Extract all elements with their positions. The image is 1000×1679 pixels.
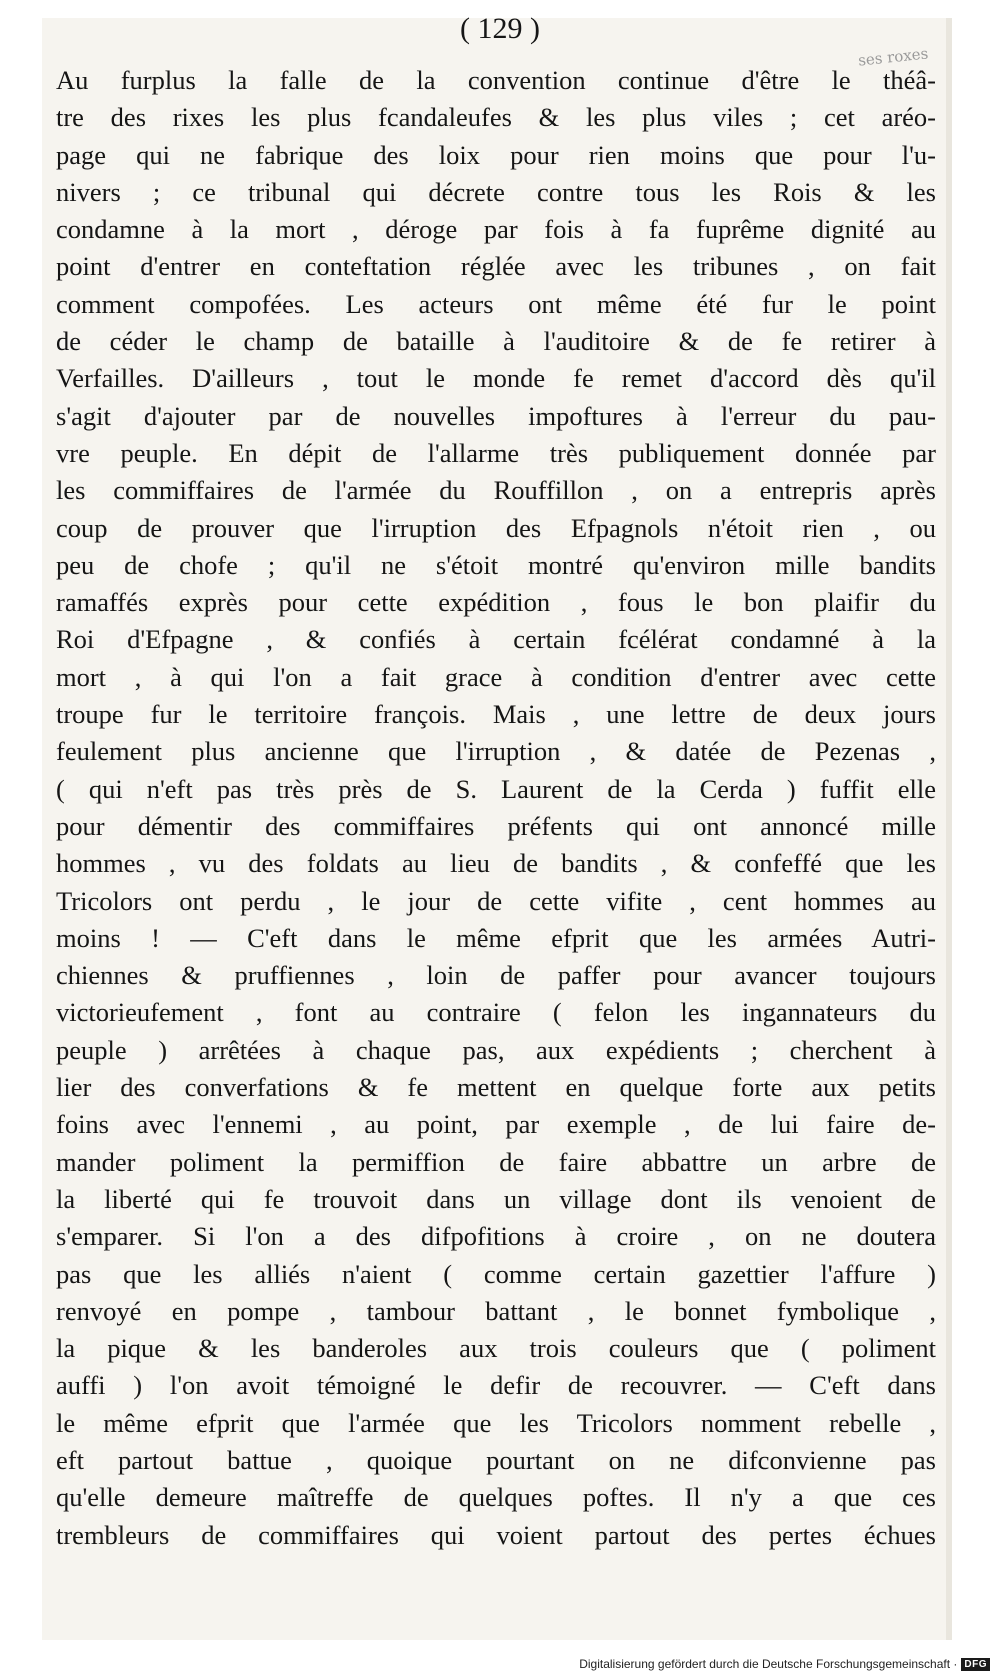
corner-bleed-text: ses roxes <box>857 44 930 70</box>
text-line: chiennes & pruffiennes , loin de paffer pour avancer toujours <box>56 960 936 991</box>
text-line: tre des rixes les plus fcandaleufes & les plus viles ; cet aréo- <box>56 102 936 133</box>
text-line: vre peuple. En dépit de l'allarme très publiquement donnée par <box>56 437 936 468</box>
text-line: Roi d'Efpagne , & confiés à certain fcélérat condamné à la <box>56 624 936 655</box>
text-line: mander poliment la permiffion de faire abbattre un arbre de <box>56 1146 936 1177</box>
text-line: le même efprit que l'armée que les Tricolors nomment rebelle , <box>56 1407 936 1438</box>
text-line: moins ! — C'eft dans le même efprit que les armées Autri- <box>56 922 936 953</box>
digitization-credit: Digitalisierung gefördert durch die Deutsche Forschungsgemeinschaft · <box>579 1657 958 1671</box>
text-line: ramaffés exprès pour cette expédition , fous le bon plaifir du <box>56 587 936 618</box>
text-line: eft partout battue , quoique pourtant on ne difconvienne pas <box>56 1444 936 1475</box>
text-line: foins avec l'ennemi , au point, par exemple , de lui faire de- <box>56 1109 936 1140</box>
text-line: Verfailles. D'ailleurs , tout le monde fe remet d'accord dès qu'il <box>56 363 936 394</box>
text-line: nivers ; ce tribunal qui décrete contre tous les Rois & les <box>56 176 936 207</box>
text-line: lier des converfations & fe mettent en quelque forte aux petits <box>56 1072 936 1103</box>
text-line: les commiffaires de l'armée du Rouffillon , on a entrepris après <box>56 475 936 506</box>
text-line: s'agit d'ajouter par de nouvelles impoftures à l'erreur du pau- <box>56 400 936 431</box>
text-line: peuple ) arrêtées à chaque pas, aux expédients ; cherchent à <box>56 1034 936 1065</box>
text-line: qu'elle demeure maîtreffe de quelques poftes. Il n'y a que ces <box>56 1482 936 1513</box>
text-line: pour démentir des commiffaires préfents qui ont annoncé mille <box>56 810 936 841</box>
text-line: s'emparer. Si l'on a des difpofitions à croire , on ne doutera <box>56 1221 936 1252</box>
text-line: auffi ) l'on avoit témoigné le defir de recouvrer. — C'eft dans <box>56 1370 936 1401</box>
text-line: la liberté qui fe trouvoit dans un village dont ils venoient de <box>56 1183 936 1214</box>
text-line: comment compofées. Les acteurs ont même été fur le point <box>56 288 936 319</box>
footer <box>579 1657 990 1671</box>
text-line: Au furplus la falle de la convention continue d'être le théâ- <box>56 65 936 95</box>
text-line: condamne à la mort , déroge par fois à fa fuprême dignité au <box>56 214 936 245</box>
text-line: troupe fur le territoire françois. Mais , une lettre de deux jours <box>56 699 936 730</box>
dfg-logo: DFG <box>961 1658 990 1671</box>
text-line: pas que les alliés n'aient ( comme certain gazettier l'affure ) <box>56 1258 936 1289</box>
text-line: feulement plus ancienne que l'irruption , & datée de Pezenas , <box>56 736 936 767</box>
text-line: mort , à qui l'on a fait grace à condition d'entrer avec cette <box>56 661 936 692</box>
text-line: Tricolors ont perdu , le jour de cette vifite , cent hommes au <box>56 885 936 916</box>
text-line: la pique & les banderoles aux trois couleurs que ( poliment <box>56 1333 936 1364</box>
text-line: point d'entrer en conteftation réglée avec les tribunes , on fait <box>56 251 936 282</box>
body-text <box>56 62 936 1554</box>
text-line: coup de prouver que l'irruption des Efpagnols n'étoit rien , ou <box>56 512 936 543</box>
text-line: trembleurs de commiffaires qui voient partout des pertes échues <box>56 1519 936 1550</box>
text-line: ( qui n'eft pas très près de S. Laurent de la Cerda ) fuffit elle <box>56 773 936 804</box>
text-line: de céder le champ de bataille à l'auditoire & de fe retirer à <box>56 326 936 357</box>
page-number: ( 129 ) <box>460 12 540 45</box>
text-line: peu de chofe ; qu'il ne s'étoit montré qu'environ mille bandits <box>56 549 936 580</box>
text-line: victorieufement , font au contraire ( felon les ingannateurs du <box>56 997 936 1028</box>
text-line: renvoyé en pompe , tambour battant , le bonnet fymbolique , <box>56 1295 936 1326</box>
text-line: hommes , vu des foldats au lieu de bandits , & confeffé que les <box>56 848 936 879</box>
text-line: page qui ne fabrique des loix pour rien moins que pour l'u- <box>56 139 936 170</box>
